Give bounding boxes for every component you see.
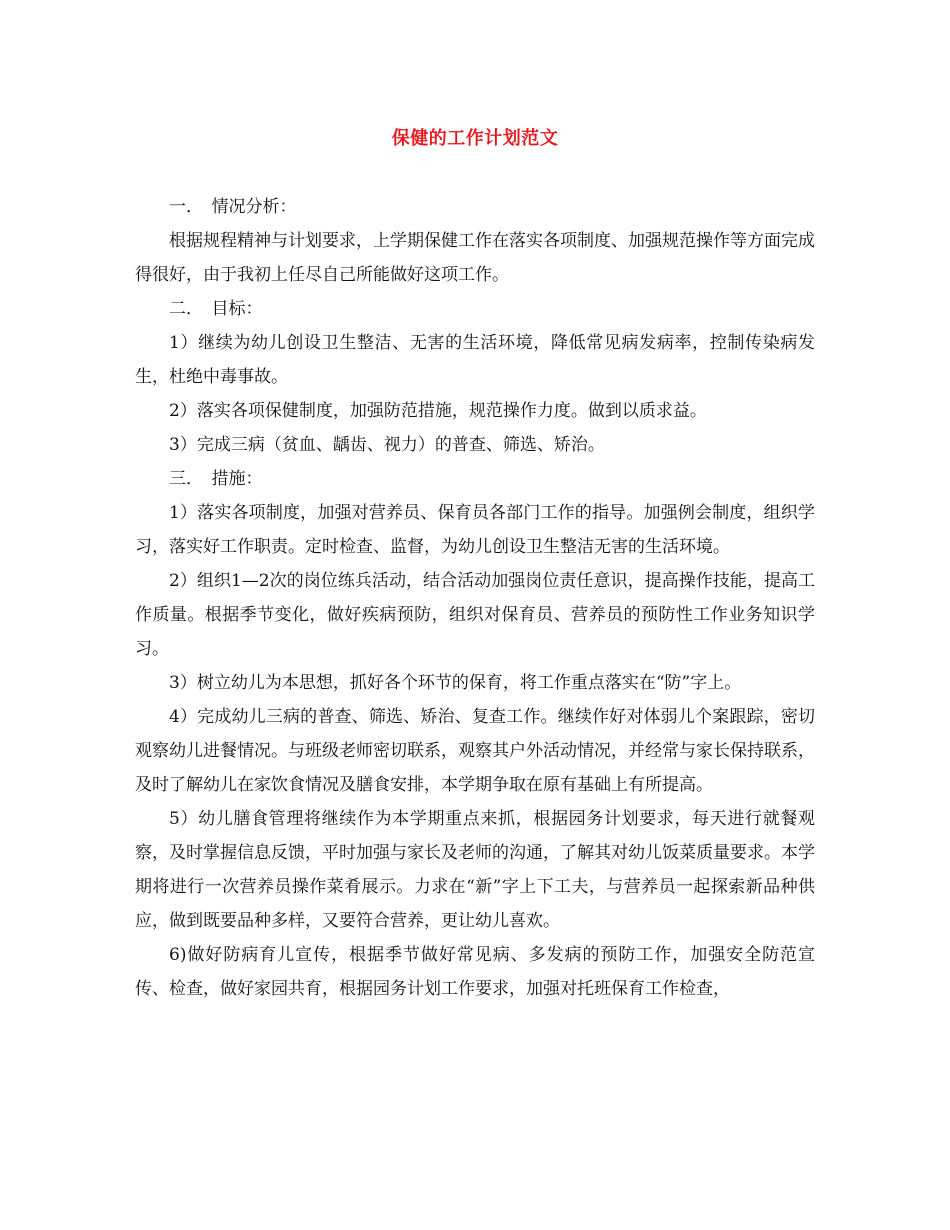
measure-item-5: 5）幼儿膳食管理将继续作为本学期重点来抓，根据园务计划要求，每天进行就餐观察，及时掌握信息反馈，平时加强与家长及老师的沟通，了解其对幼儿饭菜质量要求。本学期将进行一次营养员操作菜肴展示。力求在“新”字上下工夫，与营养员一起探索新品种供应，做到既要品种多样，又要符合营养，更让幼儿喜欢。 — [135, 809, 815, 931]
measure-item-3: 3）树立幼儿为本思想，抓好各个环节的保育，将工作重点落实在“防”字上。 — [169, 673, 742, 693]
goal-item-1: 1）继续为幼儿创设卫生整洁、无害的生活环境，降低常见病发病率，控制传染病发生，杜绝中毒事故。 — [135, 333, 815, 387]
section-heading-measures: 三． 措施： — [169, 469, 263, 489]
section-heading-analysis: 一． 情况分析： — [169, 197, 297, 217]
paragraph-analysis: 根据规程精神与计划要求，上学期保健工作在落实各项制度、加强规范操作等方面完成得很好，由于我初上任尽自己所能做好这项工作。 — [135, 231, 815, 285]
section-heading-goals: 二． 目标： — [169, 299, 263, 319]
measure-item-1: 1）落实各项制度，加强对营养员、保育员各部门工作的指导。加强例会制度，组织学习，落实好工作职责。定时检查、监督，为幼儿创设卫生整洁无害的生活环境。 — [135, 503, 815, 557]
goal-item-3: 3）完成三病（贫血、龋齿、视力）的普查、筛选、矫治。 — [169, 435, 605, 455]
document-title: 保健的工作计划范文 — [391, 128, 559, 149]
measure-item-4: 4）完成幼儿三病的普查、筛选、矫治、复查工作。继续作好对体弱儿个案跟踪，密切观察幼儿进餐情况。与班级老师密切联系，观察其户外活动情况，并经常与家长保持联系，及时了解幼儿在家饮食情况及膳食安排，本学期争取在原有基础上有所提高。 — [135, 707, 815, 795]
document-body — [135, 190, 815, 1006]
measure-item-2: 2）组织1—2次的岗位练兵活动，结合活动加强岗位责任意识，提高操作技能，提高工作质量。根据季节变化，做好疾病预防，组织对保育员、营养员的预防性工作业务知识学习。 — [135, 571, 815, 659]
goal-item-2: 2）落实各项保健制度，加强防范措施，规范操作力度。做到以质求益。 — [169, 401, 707, 421]
measure-item-6: 6)做好防病育儿宣传，根据季节做好常见病、多发病的预防工作，加强安全防范宣传、检查，做好家园共育，根据园务计划工作要求，加强对托班保育工作检查， — [135, 945, 815, 999]
